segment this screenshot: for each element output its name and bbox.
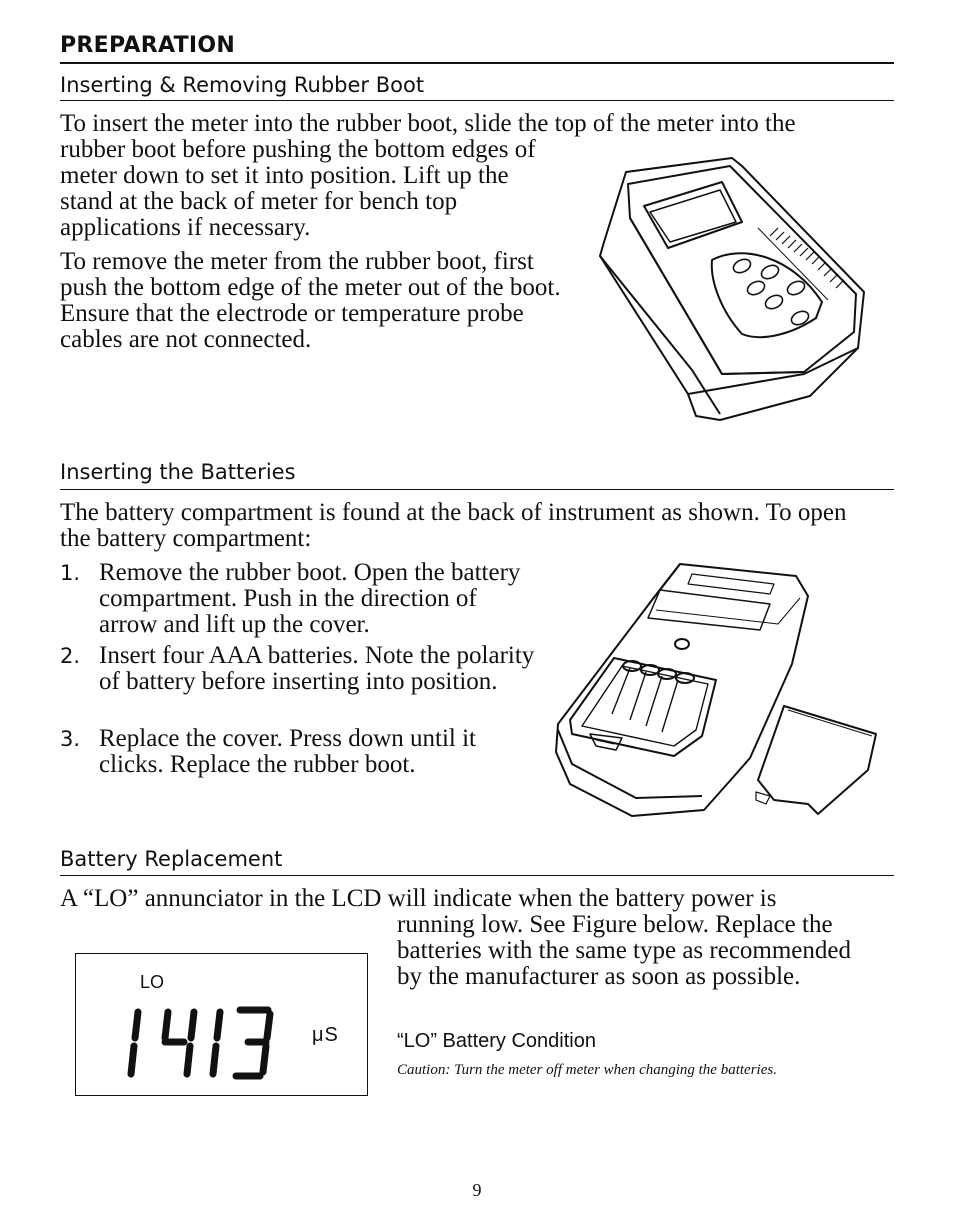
section-title: PREPARATION — [60, 33, 236, 58]
step-text: Replace the cover. Press down until it clicks. Replace the rubber boot. — [99, 725, 477, 778]
caution-note: Caution: Turn the meter off meter when changing the batteries. — [397, 1062, 777, 1078]
step-text: Insert four AAA batteries. Note the polarity of battery before inserting into position. — [99, 642, 535, 695]
battery-compartment-illustration — [552, 560, 882, 820]
step-text: Remove the rubber boot. Open the battery compartment. Push in the direction of arrow and lift up the cover. — [99, 559, 521, 638]
batteries-intro: The battery compartment is found at the back of instrument as shown. To open the battery compartment: — [60, 499, 847, 552]
boot-heading: Inserting & Removing Rubber Boot — [60, 73, 425, 97]
lo-annunciator: LO — [140, 972, 165, 992]
boot-paragraph-1-rest: rubber boot before pushing the bottom edges of meter down to set it into position. Lift up the stand at the back of meter for bench top applications if necessary. — [60, 136, 536, 241]
replacement-heading: Battery Replacement — [60, 847, 283, 871]
step-number: 1. — [60, 561, 81, 585]
replacement-heading-rule — [60, 875, 894, 876]
boot-paragraph-2: To remove the meter from the rubber boot, first push the bottom edge of the meter out of the boot. Ensure that the electrode or temperature probe cables are not connected. — [60, 248, 561, 353]
figure-caption: “LO” Battery Condition — [397, 1030, 596, 1052]
batteries-heading-rule — [60, 489, 894, 490]
meter-in-boot-illustration — [592, 152, 874, 426]
step-number: 2. — [60, 644, 81, 668]
boot-paragraph-1-line-1: To insert the meter into the rubber boot, slide the top of the meter into the — [60, 110, 796, 137]
replacement-paragraph-rest: running low. See Figure below. Replace the batteries with the same type as recommended by the manufacturer as soon as possible. — [397, 911, 852, 990]
batteries-heading: Inserting the Batteries — [60, 460, 296, 484]
boot-heading-rule — [60, 100, 894, 101]
step-number: 3. — [60, 727, 81, 751]
title-rule — [60, 62, 894, 64]
replacement-line-1: A “LO” annunciator in the LCD will indicate when the battery power is — [60, 885, 777, 912]
lcd-unit: μS — [312, 1024, 339, 1046]
lcd-display — [75, 953, 368, 1096]
lcd-digits — [122, 1002, 282, 1082]
page-number: 9 — [472, 1180, 482, 1200]
